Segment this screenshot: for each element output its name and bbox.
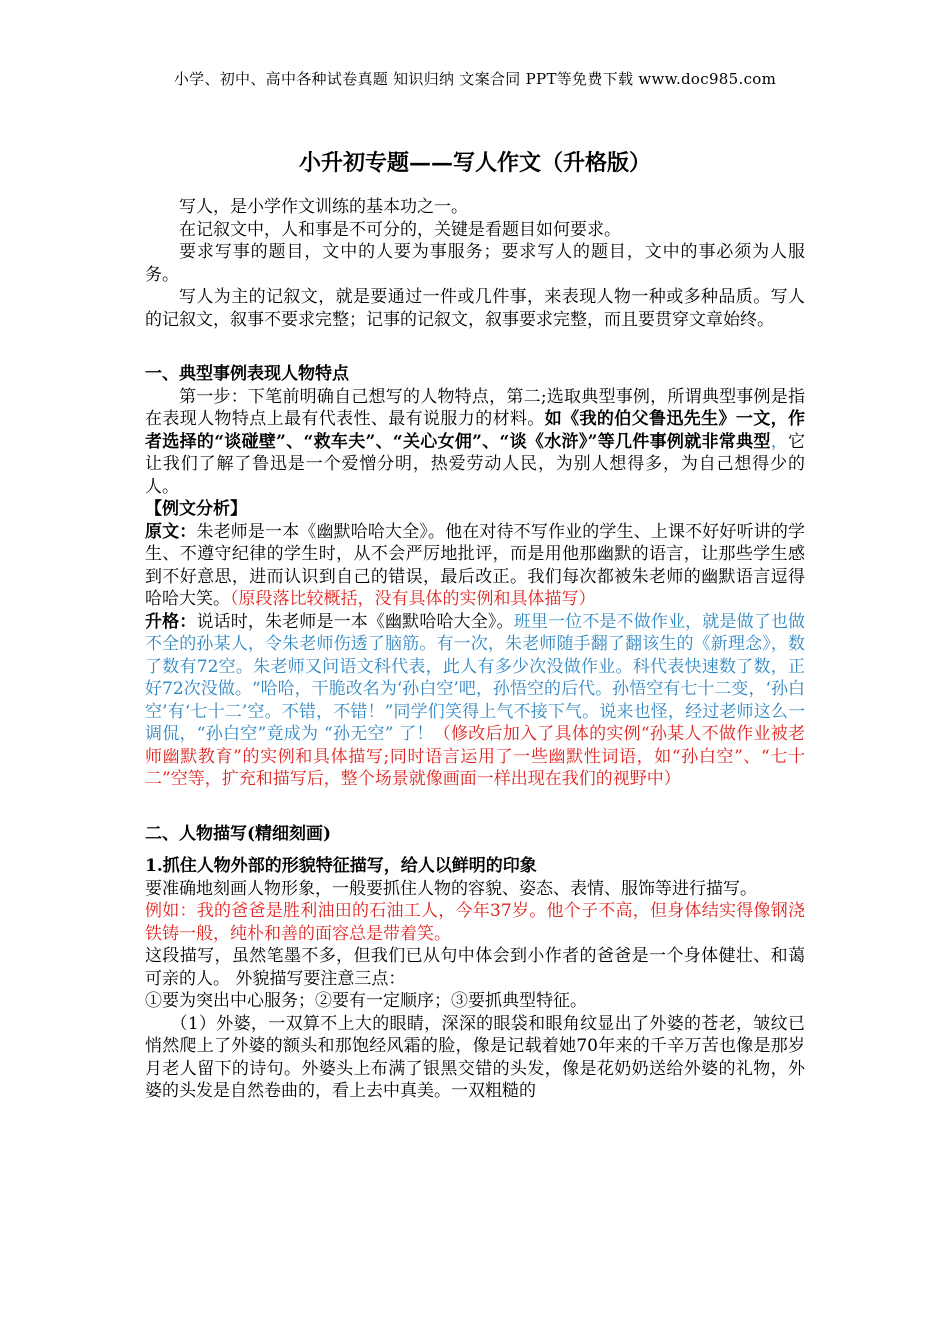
page-title: 小升初专题——写人作文（升格版）: [298, 150, 651, 176]
section1-heading: 一、典型事例表现人物特点: [145, 364, 349, 384]
section1-text-a: 第一步：下笔前明确自己想写的人物特点，第二;选取典型事例，所谓典型事例是指在表现人物特点上最有代表性、最有说服力的材料。: [145, 386, 805, 429]
section1-paragraph: [145, 386, 805, 499]
upgraded-text-2: 班里一位不是不做作业，就是做了也做不全的孙某人，令朱老师伤透了脑筋。有一次，朱老师随手翻了翻该生的《新理念》，数了数有72空。朱老师又问语文科代表，此人有多少次没做作业。科代表快速数了数，正好72次没做。“哈哈，干脆改名为‘孙白空’吧，孙悟空的后代。孙悟空有七十二变，‘孙白空’有‘七十二’空。不错，不错！”: [145, 611, 806, 722]
section2-paragraph-3: ①要为突出中心服务；②要有一定顺序；③要抓典型特征。: [145, 991, 587, 1011]
upgraded-label: 升格：: [145, 611, 197, 632]
section1-comma: ，: [770, 431, 789, 452]
section2-paragraph-4: （1）外婆，一双算不上大的眼睛，深深的眼袋和眼角纹显出了外婆的苍老，皱纹已悄然爬上了外婆的额头和那饱经风霜的脸，像是记载着她70年来的千辛万苦也像是那岁月老人留下的诗句。外婆头上布满了银黑交错的头发，像是花奶奶送给外婆的礼物，外婆的头发是自然卷曲的，看上去中真美。一双粗糙的: [145, 1013, 805, 1101]
original-label: 原文：: [145, 521, 197, 542]
section2-paragraph-1: 要准确地刻画人物形象，一般要抓住人物的容貌、姿态、表情、服饰等进行描写。: [145, 878, 757, 899]
intro-paragraph-4: 写人为主的记叙文，就是要通过一件或几件事，来表现人物一种或多种品质。写人的记叙文，叙事不要求完整；记事的记叙文，叙事要求完整，而且要贯穿文章始终。: [145, 287, 805, 330]
section2-heading: 二、人物描写(精细刻画): [145, 823, 332, 844]
upgraded-text-1: 说话时，朱老师是一本《幽默哈哈大全》。: [196, 611, 514, 632]
upgraded-text-3: 同学们笑得上气不接下气。说来也怪，经过老师这么一调侃，“孙白空”竟成为 “孙无空” 了！: [145, 701, 805, 744]
section1-text-bold: 如《我的伯父鲁迅先生》一文，作者选择的“谈碰壁”、“救车夫”、“关心女佣”、“谈《水浒》”等几件事例就非常典型: [145, 409, 805, 452]
upgraded-note: （修改后加入了具体的实例“孙某人不做作业被老师幽默教育”的实例和具体描写;同时语言运用了一些幽默性词语，如“孙白空”、“七十二”空等，扩充和描写后，整个场景就像画面一样出现在我们的视野中）: [145, 724, 805, 789]
example-label: 【例文分析】: [145, 499, 247, 519]
page-header: 小学、初中、高中各种试卷真题 知识归纳 文案合同 PPT等免费下载 www.doc985.com: [173, 70, 777, 88]
section2-subheading: 1.抓住人物外部的形貌特征描写，给人以鲜明的印象: [145, 856, 537, 876]
original-paragraph: [145, 521, 805, 611]
intro-paragraph-3: 要求写事的题目，文中的人要为事服务；要求写人的题目，文中的事必须为人服务。: [145, 242, 805, 285]
section1-text-d: 它让我们了解了鲁迅是一个爱憎分明，热爱劳动人民，为别人想得多，为自己想得少的人。: [145, 431, 806, 497]
section2-paragraph-2: 这段描写，虽然笔墨不多，但我们已从句中体会到小作者的爸爸是一个身体健壮、和蔼可亲的人。 外貌描写要注意三点：: [145, 946, 805, 989]
intro-paragraph-1: 写人，是小学作文训练的基本功之一。: [179, 197, 468, 217]
upgraded-paragraph: [145, 611, 805, 791]
intro-paragraph-2: 在记叙文中，人和事是不可分的，关键是看题目如何要求。: [179, 219, 621, 240]
document-body: [145, 148, 805, 1103]
original-text: 朱老师是一本《幽默哈哈大全》。他在对待不写作业的学生、上课不好好听讲的学生、不遵守纪律的学生时，从不会严厉地批评，而是用他那幽默的语言，让那些学生感到不好意思，进而认识到自己的错误，最后改正。我们每次都被朱老师的幽默语言逗得哈哈大笑。: [145, 521, 806, 609]
original-note: （原段落比较概括，没有具体的实例和具体描写）: [230, 589, 596, 609]
section2-example: 例如：我的爸爸是胜利油田的石油工人，今年37岁。他个子不高，但身体结实得像钢浇铁铸一般，纯朴和善的面容总是带着笑。: [145, 901, 805, 944]
